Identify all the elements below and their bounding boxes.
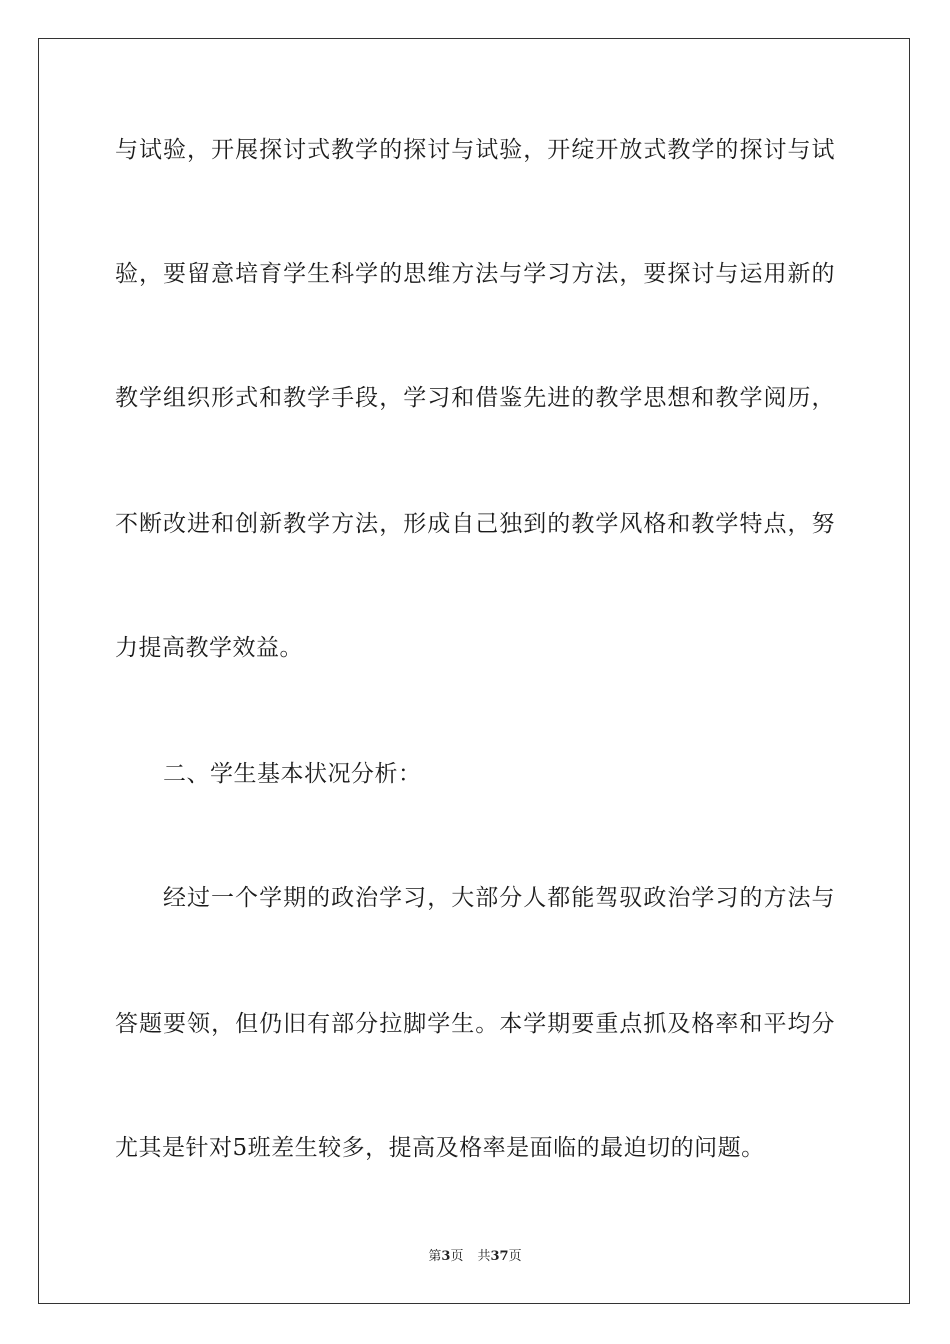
section-heading: 二、学生基本状况分析： — [163, 761, 422, 787]
paragraph-line-5: 力提高教学效益。 — [115, 635, 303, 661]
page-footer — [0, 1248, 950, 1266]
footer-total-number: 37 — [490, 1249, 509, 1264]
footer-total-prefix: 共 — [477, 1249, 491, 1264]
page-border — [38, 38, 910, 1304]
paragraph-line-8: 尤其是针对5班差生较多，提高及格率是面临的最迫切的问题。 — [115, 1135, 765, 1161]
paragraph-line-2: 验，要留意培育学生科学的思维方法与学习方法，要探讨与运用新的 — [115, 261, 835, 287]
paragraph-line-4: 不断改进和创新教学方法，形成自己独到的教学风格和教学特点，努 — [115, 511, 835, 537]
footer-page-suffix: 页 — [450, 1249, 464, 1264]
paragraph-line-6: 经过一个学期的政治学习，大部分人都能驾驭政治学习的方法与 — [163, 885, 835, 911]
footer-page-number: 3 — [441, 1249, 451, 1264]
footer-total-suffix: 页 — [508, 1249, 522, 1264]
footer-page-prefix: 第 — [428, 1249, 442, 1264]
paragraph-line-7: 答题要领，但仍旧有部分拉脚学生。本学期要重点抓及格率和平均分 — [115, 1011, 835, 1037]
paragraph-line-3: 教学组织形式和教学手段，学习和借鉴先进的教学思想和教学阅历， — [115, 385, 835, 411]
paragraph-line-1: 与试验，开展探讨式教学的探讨与试验，开绽开放式教学的探讨与试 — [115, 137, 835, 163]
